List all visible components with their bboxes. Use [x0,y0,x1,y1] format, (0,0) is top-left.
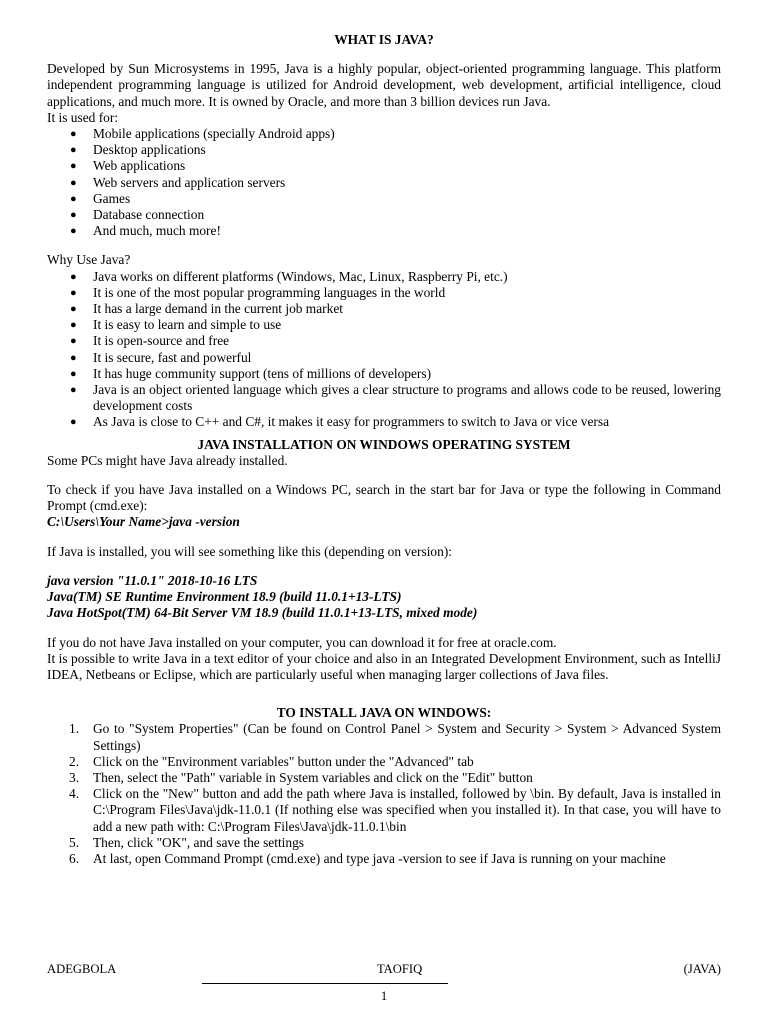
bullet-icon: ● [70,335,77,348]
step-number: 6. [69,850,80,866]
bullet-icon: ● [70,144,77,157]
list-item-text: As Java is close to C++ and C#, it makes it easy for programmers to switch to Java or vice versa [93,414,610,430]
step-text: Go to "System Properties" (Can be found on Control Panel > System and Security > System > Advanced System Settings) [93,721,721,753]
list-item-text: It is one of the most popular programming languages in the world [93,284,446,300]
bullet-icon: ● [70,160,77,173]
version-output-line: Java(TM) SE Runtime Environment 18.9 (build 11.0.1+13-LTS) [47,589,402,605]
footer-rule [202,983,448,984]
list-item [47,223,721,239]
footer-author-name: TAOFIQ [377,962,423,976]
list-item [47,142,721,158]
list-item-text: It is open-source and free [93,333,230,349]
list-item [47,269,721,285]
why-label: Why Use Java? [47,252,131,268]
list-item-text: It has a large demand in the current job market [93,301,343,317]
step-number: 3. [69,769,80,785]
install-step [47,851,721,867]
step-text: Click on the "Environment variables" button under the "Advanced" tab [93,753,474,769]
install-steps-heading: TO INSTALL JAVA ON WINDOWS: [276,705,492,721]
bullet-icon: ● [70,225,77,238]
install-steps-list [47,721,721,867]
list-item [47,366,721,382]
bullet-icon: ● [70,176,77,189]
used-for-label: It is used for: [47,109,119,125]
step-number: 5. [69,834,80,850]
version-output-line: java version "11.0.1" 2018-10-16 LTS [47,572,258,588]
list-item [47,207,721,223]
step-text: At last, open Command Prompt (cmd.exe) and type java -version to see if Java is running on your machine [93,850,666,866]
bullet-icon: ● [70,286,77,299]
bullet-icon: ● [70,319,77,332]
list-item-text: Web servers and application servers [93,174,286,190]
installation-heading: JAVA INSTALLATION ON WINDOWS OPERATING SYSTEM [197,436,571,452]
install-step [47,786,721,835]
step-number: 2. [69,753,80,769]
step-text: Then, select the "Path" variable in System variables and click on the "Edit" button [93,769,533,785]
check-text: To check if you have Java installed on a Windows PC, search in the start bar for Java or type the following in Command Prompt (cmd.exe): [47,482,721,514]
list-item-text: Desktop applications [93,142,206,158]
bullet-icon: ● [70,416,77,429]
if-installed-text: If Java is installed, you will see something like this (depending on version): [47,543,452,559]
list-item [47,191,721,207]
list-item [47,126,721,142]
list-item [47,285,721,301]
no-java-text: If you do not have Java installed on your computer, you can download it for free at oracle.com. [47,634,557,650]
step-number: 4. [69,786,80,802]
bullet-icon: ● [70,367,77,380]
bullet-icon: ● [70,209,77,222]
bullet-icon: ● [70,303,77,316]
list-item-text: Games [93,190,131,206]
list-item-text: It has huge community support (tens of millions of developers) [93,365,432,381]
bullet-icon: ● [70,384,77,397]
bullet-icon: ● [70,192,77,205]
bullet-icon: ● [70,270,77,283]
footer-author-surname: ADEGBOLA [47,962,117,976]
list-item-text: Java works on different platforms (Windows, Mac, Linux, Raspberry Pi, etc.) [93,268,508,284]
install-step [47,835,721,851]
list-item-text: Mobile applications (specially Android apps) [93,126,335,142]
list-item-text: Web applications [93,158,186,174]
step-text: Then, click "OK", and save the settings [93,834,304,850]
version-output-line: Java HotSpot(TM) 64-Bit Server VM 18.9 (build 11.0.1+13-LTS, mixed mode) [47,605,478,621]
installation-line1: Some PCs might have Java already installed. [47,452,288,468]
list-item [47,158,721,174]
why-list [47,269,721,431]
list-item-text: It is secure, fast and powerful [93,349,252,365]
bullet-icon: ● [70,128,77,141]
step-text: Click on the "New" button and add the path where Java is installed, followed by \bin. By default, Java is installed in C:\Program Files\Java\jdk-11.0.1 (If nothing else was specified when you installed it). In that case, you will have to add a new path with: C:\Program Files\Java\jdk-11.0.1\bin [93,786,721,834]
install-step [47,721,721,753]
list-item [47,350,721,366]
list-item-text: It is easy to learn and simple to use [93,317,282,333]
list-item-text: Java is an object oriented language which gives a clear structure to programs and allows code to be reused, lowering development costs [93,382,721,414]
editor-text: It is possible to write Java in a text editor of your choice and also in an Integrated Development Environment, such as IntelliJ IDEA, Netbeans or Eclipse, which are particularly useful when managing larger collections of Java files. [47,650,721,682]
step-number: 1. [69,721,80,737]
list-item-text: Database connection [93,207,205,223]
page-footer [47,961,721,1011]
list-item [47,301,721,317]
bullet-icon: ● [70,351,77,364]
list-item-text: And much, much more! [93,223,221,239]
list-item [47,317,721,333]
footer-subject: (JAVA) [683,962,721,976]
list-item [47,414,721,430]
page-title: WHAT IS JAVA? [334,32,434,47]
install-step [47,770,721,786]
used-for-list [47,126,721,239]
page-number: 1 [380,989,388,1003]
list-item [47,333,721,349]
version-command: C:\Users\Your Name>java -version [47,514,240,530]
list-item [47,175,721,191]
document-body [47,32,721,867]
install-step [47,754,721,770]
intro-paragraph: Developed by Sun Microsystems in 1995, Java is a highly popular, object-oriented programming language. This platform independent programming language is utilized for Android development, web development, artificial intelligence, cloud applications, and much more. It is owned by Oracle, and more than 3 billion devices run Java. [47,61,721,109]
list-item [47,382,721,414]
